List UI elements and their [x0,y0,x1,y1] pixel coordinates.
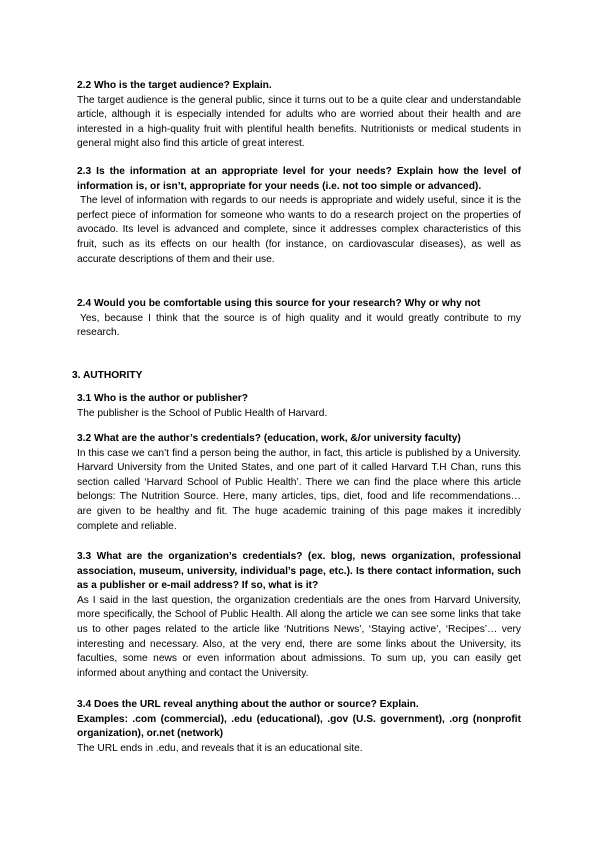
answer-2-4: Yes, because I think that the source is of high quality and it would greatly contribute to my research. [77,312,521,339]
question-3-4: 3.4 Does the URL reveal anything about the author or source? Explain. [77,699,419,710]
answer-3-4: The URL ends in .edu, and reveals that it is an educational site. [77,742,363,754]
answer-3-1: The publisher is the School of Public Health of Harvard. [77,407,328,419]
question-3-4-examples: Examples: .com (commercial), .edu (educational), .gov (U.S. government), .org (nonprofit organization), or.net (network) [77,713,521,740]
question-2-3-block [77,165,521,267]
question-3-1: 3.1 Who is the author or publisher? [77,393,248,404]
answer-2-2: The target audience is the general public, since it turns out to be a quite clear and understandable article, although it is especially intended for adults who are worried about their health and are interested in a high-quality fruit with plentiful health benefits. Nutritionists or medical students in general might also find this article of great interest. [77,94,521,150]
section-heading-authority: 3. AUTHORITY [72,370,143,381]
question-2-4-block [77,297,521,341]
answer-3-3: As I said in the last question, the organization credentials are the ones from Harvard University, more specifically, the School of Public Health. All along the article we can see some links that take us to other pages related to the article like ‘Nutritions News’, ‘Staying active’, ‘Recipes’… very interesting and necessary. Also, at the very end, there are some links about the University, its faculties, some news or even information about admissions. To sum up, you can easily get informed about anything and contact the University. [77,594,521,679]
question-2-2: 2.2 Who is the target audience? Explain. [77,80,272,91]
question-2-2-block [77,79,521,152]
question-3-3-block [77,550,521,681]
question-3-2: 3.2 What are the author’s credentials? (education, work, &/or university faculty) [77,433,461,444]
question-3-4-block [77,698,521,756]
answer-2-3: The level of information with regards to our needs is appropriate and widely useful, since it is the perfect piece of information for someone who wants to do a research project on the properties of avocado. Its level is advanced and complete, since it addresses complex characteristics of this fruit, such as its effects on our health (for instance, on cardiovascular diseases), as well as accurate descriptions of them and their use. [77,195,521,265]
question-3-1-block [77,392,521,421]
question-3-2-block [77,432,521,534]
question-3-3: 3.3 What are the organization’s credentials? (ex. blog, news organization, professional association, museum, university, individual’s page, etc.). Is there contact information, such as a publisher or e-mail address? If so, what is it? [77,551,521,592]
answer-3-2: In this case we can’t find a person being the author, in fact, this article is published by a University. Harvard University from the United States, and one part of it called Harvard T.H Chan, runs this section called ‘Harvard School of Public Health’. There we can find the place where this article belongs: The Nutrition Source. Here, many articles, tips, diet, food and life recommendations… are given to be healthy and fit. The huge academic training of this page makes it incredibly complete and reliable. [77,447,521,532]
question-2-3: 2.3 Is the information at an appropriate level for your needs? Explain how the level of information is, or isn’t, appropriate for your needs (i.e. not too simple or advanced). [77,166,521,192]
question-2-4: 2.4 Would you be comfortable using this source for your research? Why or why not [77,298,481,309]
